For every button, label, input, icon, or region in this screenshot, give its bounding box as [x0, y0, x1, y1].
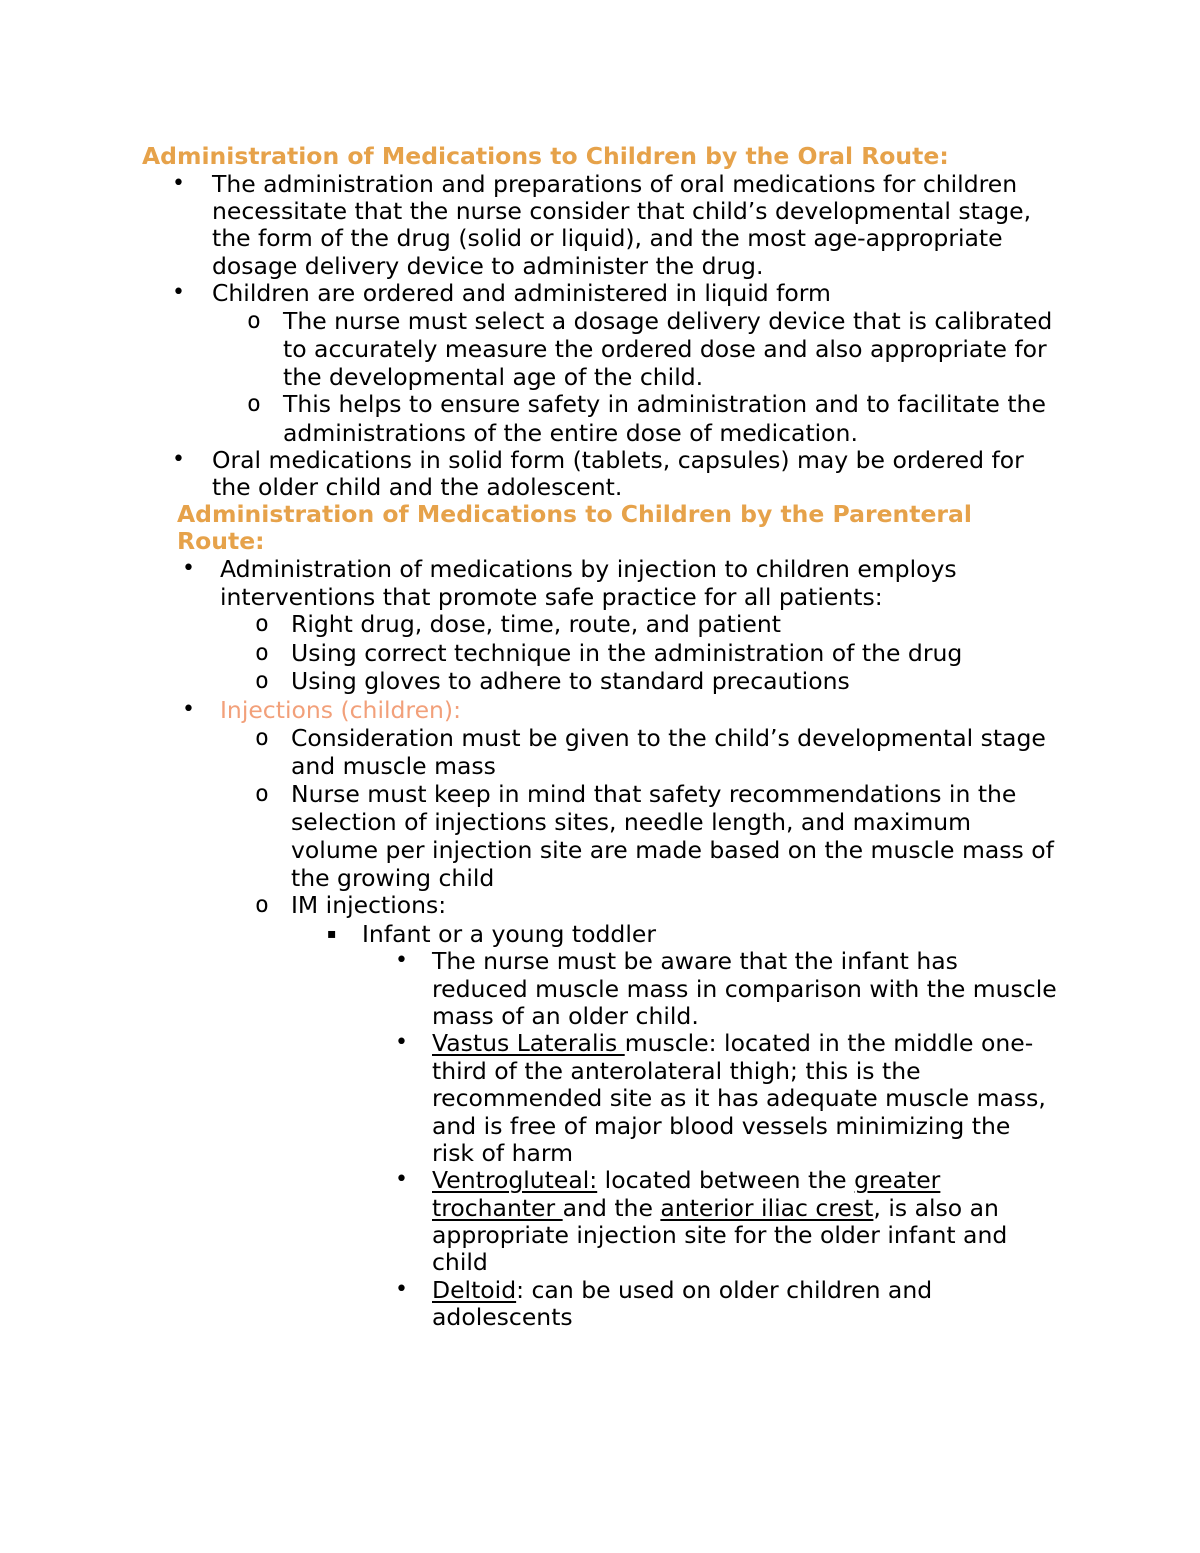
- vastus-lateralis-term: Vastus Lateralis: [432, 1029, 625, 1057]
- oral-item-2: Children are ordered and administered in liquid form: [212, 279, 831, 307]
- bullet-circle-icon: o: [255, 668, 269, 694]
- bullet-circle-icon: o: [255, 640, 269, 666]
- bullet-disc-icon: •: [395, 1167, 408, 1192]
- oral-item-1-line: The administration and preparations of oral medications for children: [212, 170, 1018, 198]
- oral-item-1-line: dosage delivery device to administer the drug.: [212, 252, 764, 280]
- parenteral-item-1-sub: Using gloves to adhere to standard precautions: [291, 667, 850, 695]
- trochanter-term: trochanter: [432, 1194, 563, 1222]
- bullet-circle-icon: o: [255, 892, 269, 918]
- oral-item-3-line: the older child and the adolescent.: [212, 473, 623, 501]
- oral-item-2-sub-1-line: to accurately measure the ordered dose and also appropriate for: [283, 335, 1047, 363]
- vastus-lateralis-text: muscle: located in the middle one-: [624, 1029, 1034, 1057]
- im-point-1-line: reduced muscle mass in comparison with the muscle: [432, 975, 1057, 1003]
- oral-item-2-sub-2-line: This helps to ensure safety in administration and to facilitate the: [283, 390, 1046, 418]
- injections-sub-2-line: Nurse must keep in mind that safety recommendations in the: [291, 780, 1017, 808]
- injections-sub-2-line: volume per injection site are made based on the muscle mass of: [291, 836, 1054, 864]
- im-point-1-line: mass of an older child.: [432, 1002, 699, 1030]
- im-vastus-line: risk of harm: [432, 1139, 574, 1167]
- bullet-square-icon: ▪: [327, 926, 337, 942]
- bullet-circle-icon: o: [247, 308, 261, 334]
- injections-sub-1-line: and muscle mass: [291, 752, 496, 780]
- ventrogluteal-text: , is also an: [873, 1194, 999, 1222]
- oral-item-2-sub-2-line: administrations of the entire dose of medication.: [283, 419, 858, 447]
- oral-item-2-sub-1-line: The nurse must select a dosage delivery device that is calibrated: [283, 307, 1053, 335]
- injections-sub-2-line: the growing child: [291, 864, 495, 892]
- ventrogluteal-term: Ventrogluteal:: [432, 1166, 598, 1194]
- bullet-disc-icon: •: [182, 697, 195, 722]
- parenteral-item-1-line: interventions that promote safe practice for all patients:: [220, 583, 883, 611]
- bullet-circle-icon: o: [255, 725, 269, 751]
- parenteral-item-1-line: Administration of medications by injection to children employs: [220, 555, 957, 583]
- bullet-disc-icon: •: [172, 280, 185, 305]
- section-heading-parenteral-route: Route:: [177, 527, 265, 555]
- bullet-disc-icon: •: [172, 447, 185, 472]
- injections-sub-1-line: Consideration must be given to the child’s developmental stage: [291, 724, 1046, 752]
- oral-item-3-line: Oral medications in solid form (tablets, capsules) may be ordered for: [212, 446, 1024, 474]
- im-deltoid-line: [432, 1276, 932, 1304]
- bullet-circle-icon: o: [247, 391, 261, 417]
- oral-item-1-line: the form of the drug (solid or liquid), and the most age-appropriate: [212, 224, 1003, 252]
- oral-item-2-sub-1-line: the developmental age of the child.: [283, 363, 704, 391]
- im-point-1-line: The nurse must be aware that the infant has: [432, 947, 958, 975]
- deltoid-term: Deltoid: [432, 1276, 517, 1304]
- bullet-circle-icon: o: [255, 781, 269, 807]
- section-heading-parenteral-route: Administration of Medications to Children by the Parenteral: [177, 500, 972, 528]
- injections-children-label: Injections (children):: [220, 696, 462, 724]
- im-vastus-line: and is free of major blood vessels minimizing the: [432, 1112, 1011, 1140]
- im-injections-label: IM injections:: [291, 891, 447, 919]
- im-vastus-line: [432, 1029, 1033, 1057]
- im-ventrogluteal-line: [432, 1194, 999, 1222]
- greater-term: greater: [854, 1166, 941, 1194]
- bullet-disc-icon: •: [395, 1030, 408, 1055]
- im-group-infant-toddler: Infant or a young toddler: [362, 920, 656, 948]
- injections-sub-2-line: selection of injections sites, needle length, and maximum: [291, 808, 972, 836]
- bullet-disc-icon: •: [172, 171, 185, 196]
- im-ventrogluteal-line: appropriate injection site for the older infant and: [432, 1221, 1008, 1249]
- parenteral-item-1-sub: Using correct technique in the administration of the drug: [291, 639, 963, 667]
- im-vastus-line: recommended site as it has adequate muscle mass,: [432, 1084, 1046, 1112]
- ventrogluteal-text: and the: [562, 1194, 661, 1222]
- bullet-disc-icon: •: [395, 948, 408, 973]
- ventrogluteal-text: located between the: [597, 1166, 855, 1194]
- deltoid-text: : can be used on older children and: [516, 1276, 933, 1304]
- im-vastus-line: third of the anterolateral thigh; this is the: [432, 1057, 921, 1085]
- bullet-circle-icon: o: [255, 611, 269, 637]
- bullet-disc-icon: •: [395, 1277, 408, 1302]
- im-deltoid-line: adolescents: [432, 1303, 573, 1331]
- anterior-iliac-crest-term: anterior iliac crest: [660, 1194, 874, 1222]
- section-heading-oral-route: Administration of Medications to Children by the Oral Route:: [142, 142, 949, 170]
- oral-item-1-line: necessitate that the nurse consider that child’s developmental stage,: [212, 197, 1032, 225]
- im-ventrogluteal-line: child: [432, 1248, 488, 1276]
- im-ventrogluteal-line: [432, 1166, 940, 1194]
- bullet-disc-icon: •: [182, 556, 195, 581]
- parenteral-item-1-sub: Right drug, dose, time, route, and patient: [291, 610, 781, 638]
